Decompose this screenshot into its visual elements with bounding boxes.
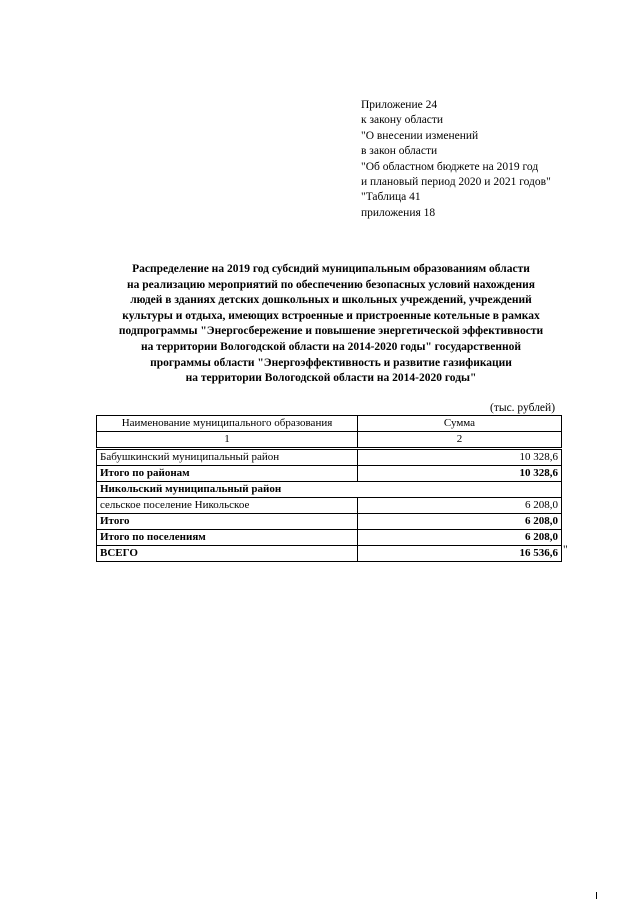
table-row	[97, 498, 562, 514]
row-name: Итого по районам	[97, 466, 358, 482]
row-sum: 6 208,0	[358, 530, 562, 546]
header-name: Наименование муниципального образования	[97, 416, 358, 432]
appendix-line: приложения 18	[361, 206, 436, 219]
title-line: на территории Вологодской области на 2014-2020 годы"	[185, 372, 477, 385]
row-sum: 10 328,6	[358, 466, 562, 482]
table-row-total	[97, 546, 562, 562]
title-line: программы области "Энергоэффективность и развитие газификации	[150, 356, 512, 369]
row-sum: 6 208,0	[358, 498, 562, 514]
appendix-line: "Таблица 41	[361, 191, 421, 204]
table-row-subtotal	[97, 530, 562, 546]
title-line: Распределение на 2019 год субсидий муниципальным образованиям области	[132, 263, 530, 275]
closing-quote: "	[563, 544, 568, 556]
row-name: Итого	[97, 514, 358, 530]
title-line: на реализацию мероприятий по обеспечению безопасных условий нахождения	[127, 278, 535, 291]
appendix-line: к закону области	[361, 114, 444, 127]
header-sum: Сумма	[358, 416, 562, 432]
row-name: Бабушкинский муниципальный район	[97, 449, 358, 466]
appendix-line: "О внесении изменений	[361, 129, 479, 142]
appendix-line: Приложение 24	[361, 99, 438, 111]
row-sum: 16 536,6	[358, 546, 562, 562]
column-number-1: 1	[97, 432, 358, 449]
row-name: сельское поселение Никольское	[97, 498, 358, 514]
appendix-line: в закон области	[361, 145, 438, 158]
table-row-subtotal	[97, 514, 562, 530]
units-label: (тыс. рублей)	[490, 402, 556, 414]
subsidy-table	[96, 415, 562, 562]
row-name: Никольский муниципальный район	[97, 482, 562, 498]
page-mark	[596, 892, 597, 899]
appendix-line: "Об областном бюджете на 2019 год	[361, 160, 539, 173]
document-title	[96, 262, 566, 387]
row-name: ВСЕГО	[97, 546, 358, 562]
title-line: подпрограммы "Энергосбережение и повышение энергетической эффективности	[118, 325, 544, 338]
title-line: на территории Вологодской области на 2014-2020 годы" государственной	[140, 340, 522, 353]
column-number-row	[97, 432, 562, 449]
column-number-2: 2	[358, 432, 562, 449]
table-header-row	[97, 416, 562, 432]
row-sum: 10 328,6	[358, 449, 562, 466]
title-line: людей в зданиях детских дошкольных и школьных учреждений, учреждений	[130, 294, 532, 307]
table-row	[97, 449, 562, 466]
title-line: культуры и отдыха, имеющих встроенные и пристроенные котельные в рамках	[122, 309, 540, 322]
table-row-section	[97, 482, 562, 498]
appendix-line: и плановый период 2020 и 2021 годов"	[361, 176, 551, 189]
table-row-subtotal	[97, 466, 562, 482]
row-sum: 6 208,0	[358, 514, 562, 530]
row-name: Итого по поселениям	[97, 530, 358, 546]
appendix-header	[361, 98, 551, 221]
